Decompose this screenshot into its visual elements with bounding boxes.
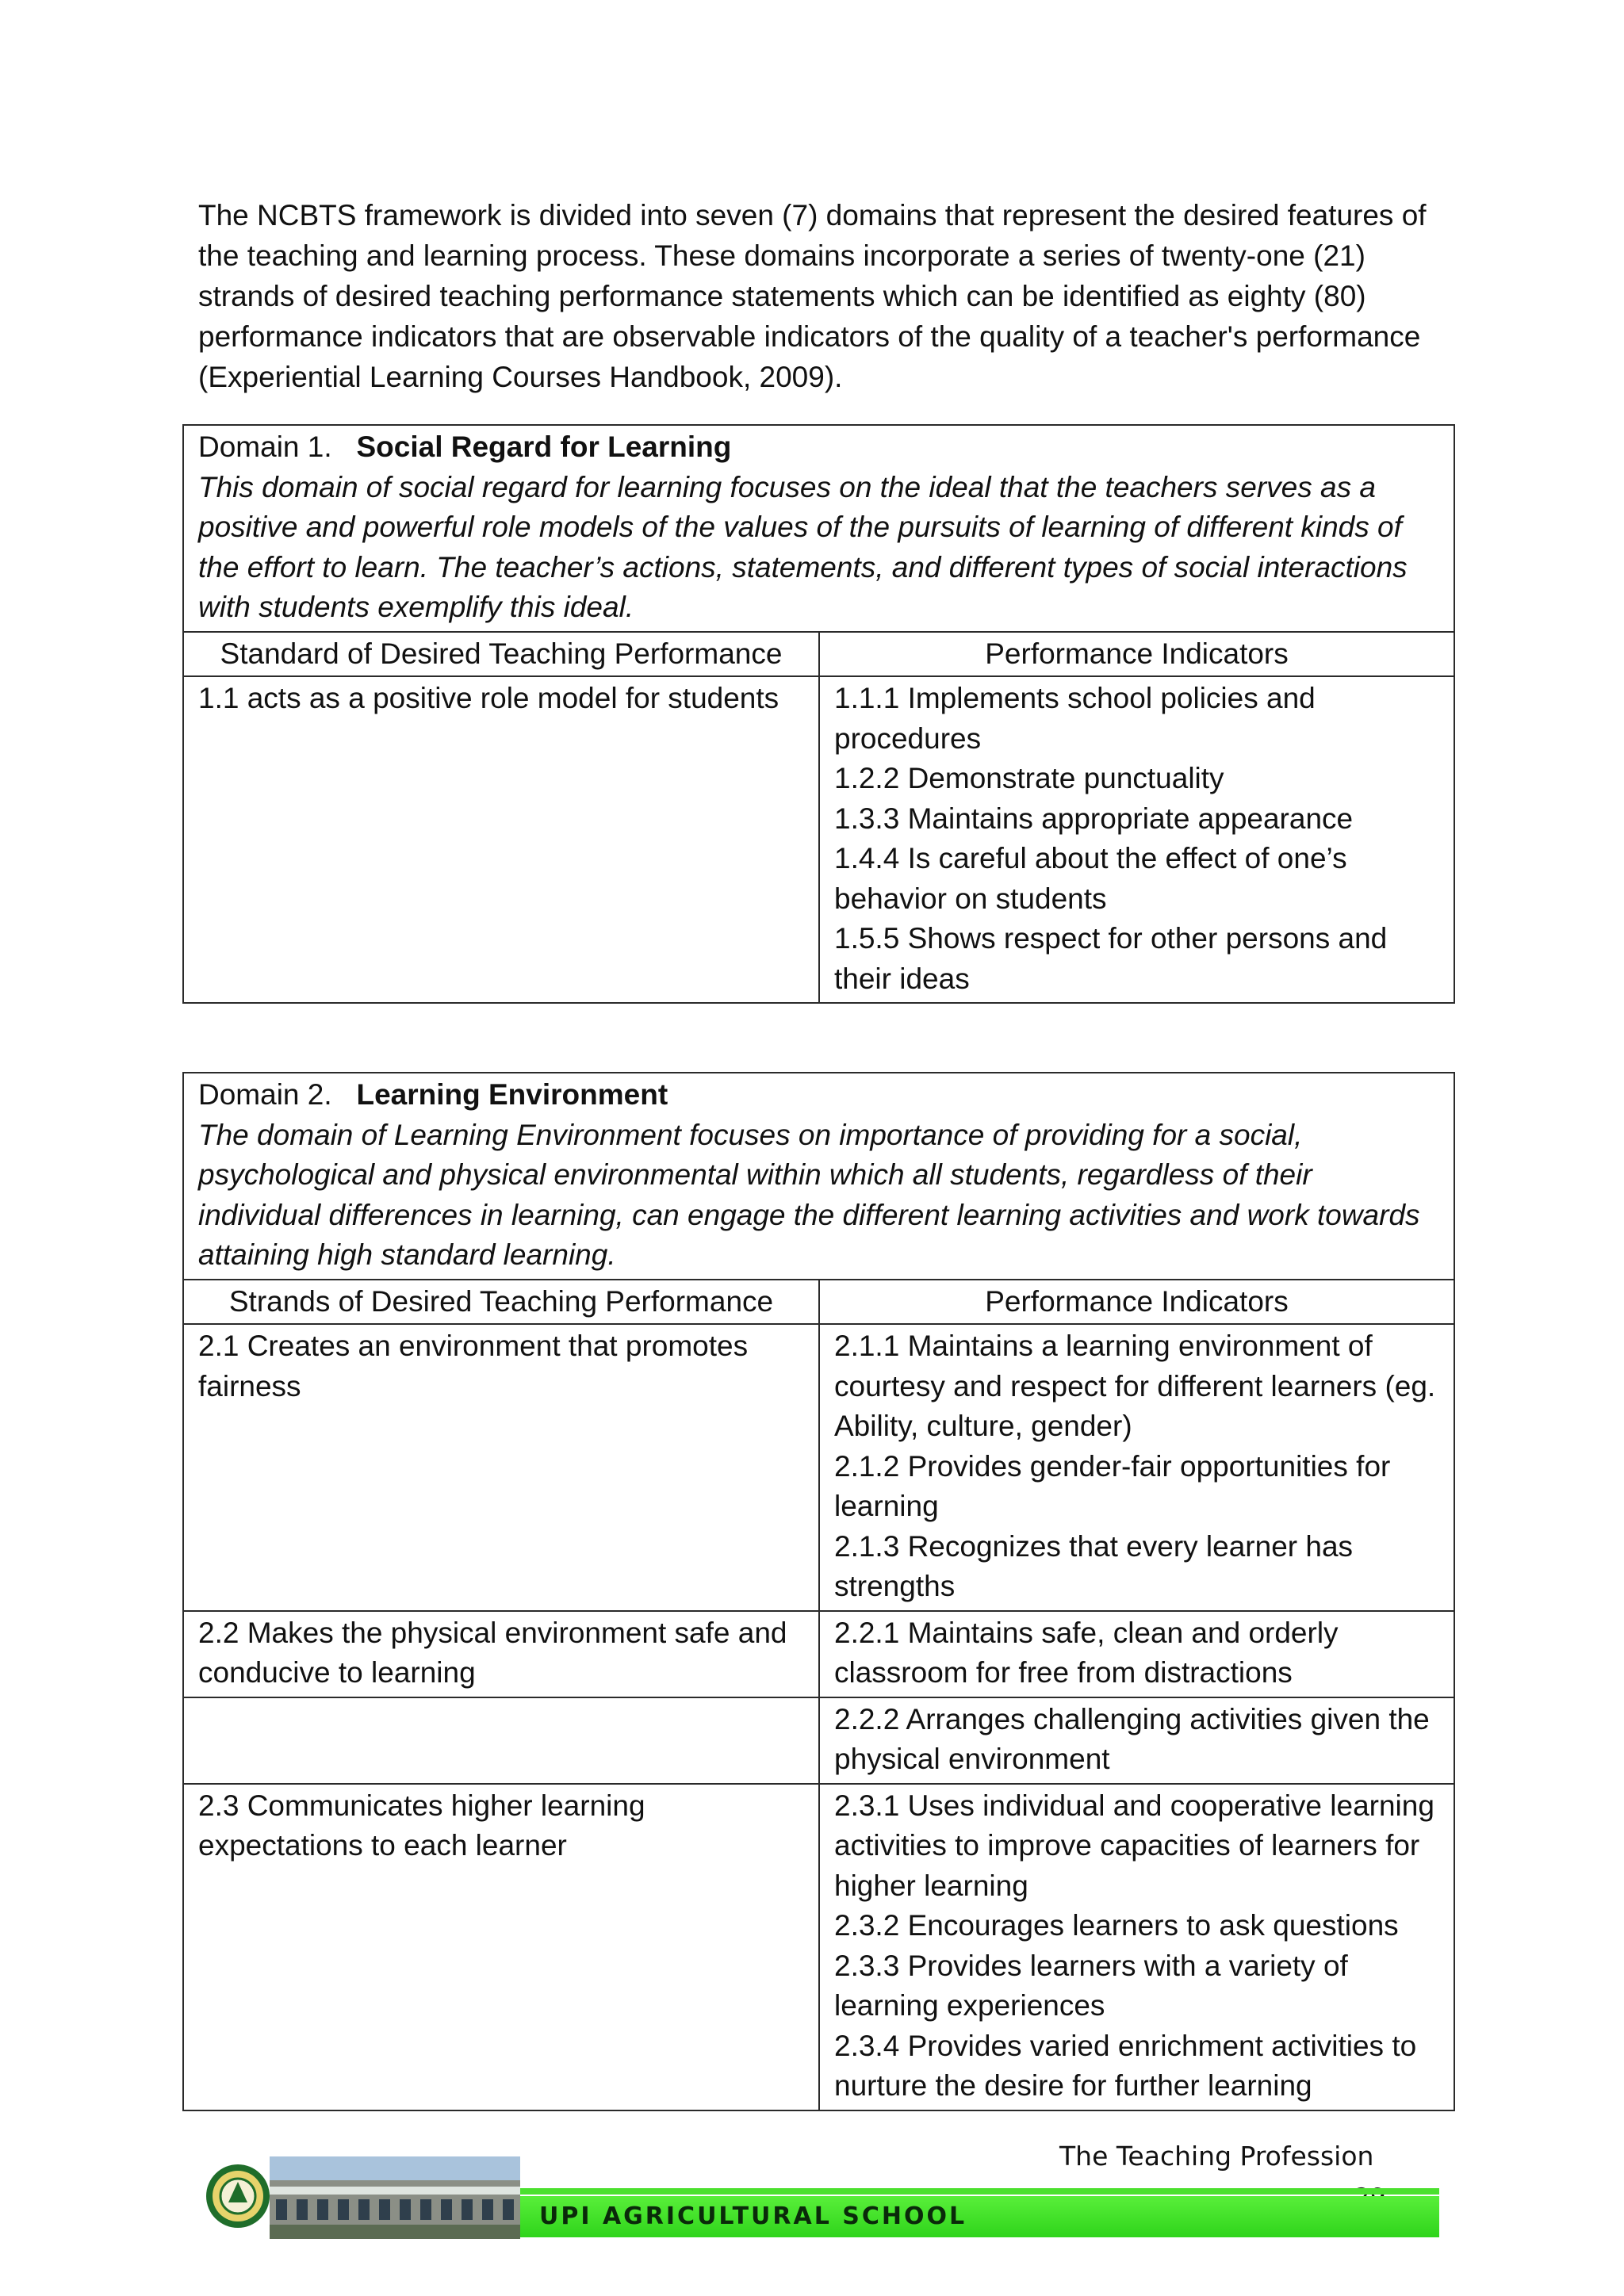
school-name: UPI AGRICULTURAL SCHOOL bbox=[539, 2202, 967, 2230]
indicator-item: 1.5.5 Shows respect for other persons and their ideas bbox=[834, 922, 1388, 995]
indicator-item: 1.4.4 Is careful about the effect of one’s behavior on students bbox=[834, 842, 1347, 915]
indicator-item: 1.1.1 Implements school policies and procedures bbox=[834, 682, 1316, 755]
indicator-item: 2.1.2 Provides gender-fair opportunities for learning bbox=[834, 1449, 1391, 1522]
indicators-cell bbox=[819, 676, 1454, 1003]
indicator-item: 2.1.3 Recognizes that every learner has strengths bbox=[834, 1529, 1354, 1602]
school-seal-logo bbox=[203, 2155, 273, 2237]
indicator-item: 2.2.2 Arranges challenging activities given the physical environment bbox=[834, 1702, 1430, 1775]
domain-2-title: Learning Environment bbox=[356, 1078, 668, 1111]
standard-cell: 2.1 Creates an environment that promotes fairness bbox=[183, 1324, 819, 1611]
table-row bbox=[183, 1784, 1454, 2110]
domain-1-col2-header: Performance Indicators bbox=[819, 632, 1454, 677]
indicator-item: 1.2.2 Demonstrate punctuality bbox=[834, 762, 1224, 794]
standard-cell: 2.3 Communicates higher learning expectations to each learner bbox=[183, 1784, 819, 2110]
domain-2-header-cell bbox=[183, 1073, 1454, 1280]
domain-2-col2-header: Performance Indicators bbox=[819, 1280, 1454, 1325]
indicator-item: 2.2.1 Maintains safe, clean and orderly classroom for free from distractions bbox=[834, 1616, 1339, 1689]
table-row bbox=[183, 676, 1454, 1003]
indicator-item: 2.3.3 Provides learners with a variety of learning experiences bbox=[834, 1949, 1348, 2022]
standard-cell: 1.1 acts as a positive role model for students bbox=[183, 676, 819, 1003]
domain-2-table bbox=[182, 1072, 1455, 2111]
indicators-cell bbox=[819, 1324, 1454, 1611]
domain-1-col1-header: Standard of Desired Teaching Performance bbox=[183, 632, 819, 677]
indicator-item: 2.3.1 Uses individual and cooperative learning activities to improve capacities of learners for higher learning bbox=[834, 1789, 1434, 1902]
domain-1-table bbox=[182, 424, 1455, 1004]
table-row bbox=[183, 1697, 1454, 1784]
indicator-item: 2.3.4 Provides varied enrichment activities to nurture the desire for further learning bbox=[834, 2029, 1417, 2102]
standard-cell bbox=[183, 1697, 819, 1784]
domain-2-label: Domain 2. bbox=[198, 1078, 332, 1111]
table-row bbox=[183, 1611, 1454, 1697]
domain-1-header-cell bbox=[183, 425, 1454, 632]
intro-paragraph: The NCBTS framework is divided into seven (7) domains that represent the desired features of the teaching and learning process. These domains incorporate a series of twenty-one (21) strands of desired teaching performance statements which can be identified as eighty (80) performance indicators that are observable indicators of the quality of a teacher's performance (Experiential Learning Courses Handbook, 2009). bbox=[198, 199, 1427, 393]
footer-title: The Teaching Profession bbox=[1059, 2141, 1374, 2172]
domain-2-description: The domain of Learning Environment focuses on importance of providing for a social, psychological and physical environmental within which all students, regardless of their individual differences in learning, can engage the different learning activities and work towards attaining high standard learning. bbox=[198, 1118, 1420, 1271]
indicators-cell bbox=[819, 1611, 1454, 1697]
indicator-item: 2.1.1 Maintains a learning environment of courtesy and respect for different learners (eg. Ability, culture, gender) bbox=[834, 1330, 1436, 1442]
school-building-photo bbox=[270, 2156, 520, 2239]
indicators-cell bbox=[819, 1784, 1454, 2110]
domain-1-label: Domain 1. bbox=[198, 430, 332, 463]
domain-1-description: This domain of social regard for learning focuses on the ideal that the teachers serves as a positive and powerful role models of the values of the pursuits of learning of different kinds of the effort to learn. The teacher’s actions, statements, and different types of social interactions with students exemplify this ideal. bbox=[198, 470, 1408, 623]
domain-2-col1-header: Strands of Desired Teaching Performance bbox=[183, 1280, 819, 1325]
indicators-cell bbox=[819, 1697, 1454, 1784]
domain-1-title: Social Regard for Learning bbox=[356, 430, 732, 463]
standard-cell: 2.2 Makes the physical environment safe and conducive to learning bbox=[183, 1611, 819, 1697]
table-row bbox=[183, 1324, 1454, 1611]
footer-banner-line bbox=[515, 2188, 1439, 2195]
indicator-item: 2.3.2 Encourages learners to ask questions bbox=[834, 1909, 1399, 1942]
indicator-item: 1.3.3 Maintains appropriate appearance bbox=[834, 802, 1354, 835]
